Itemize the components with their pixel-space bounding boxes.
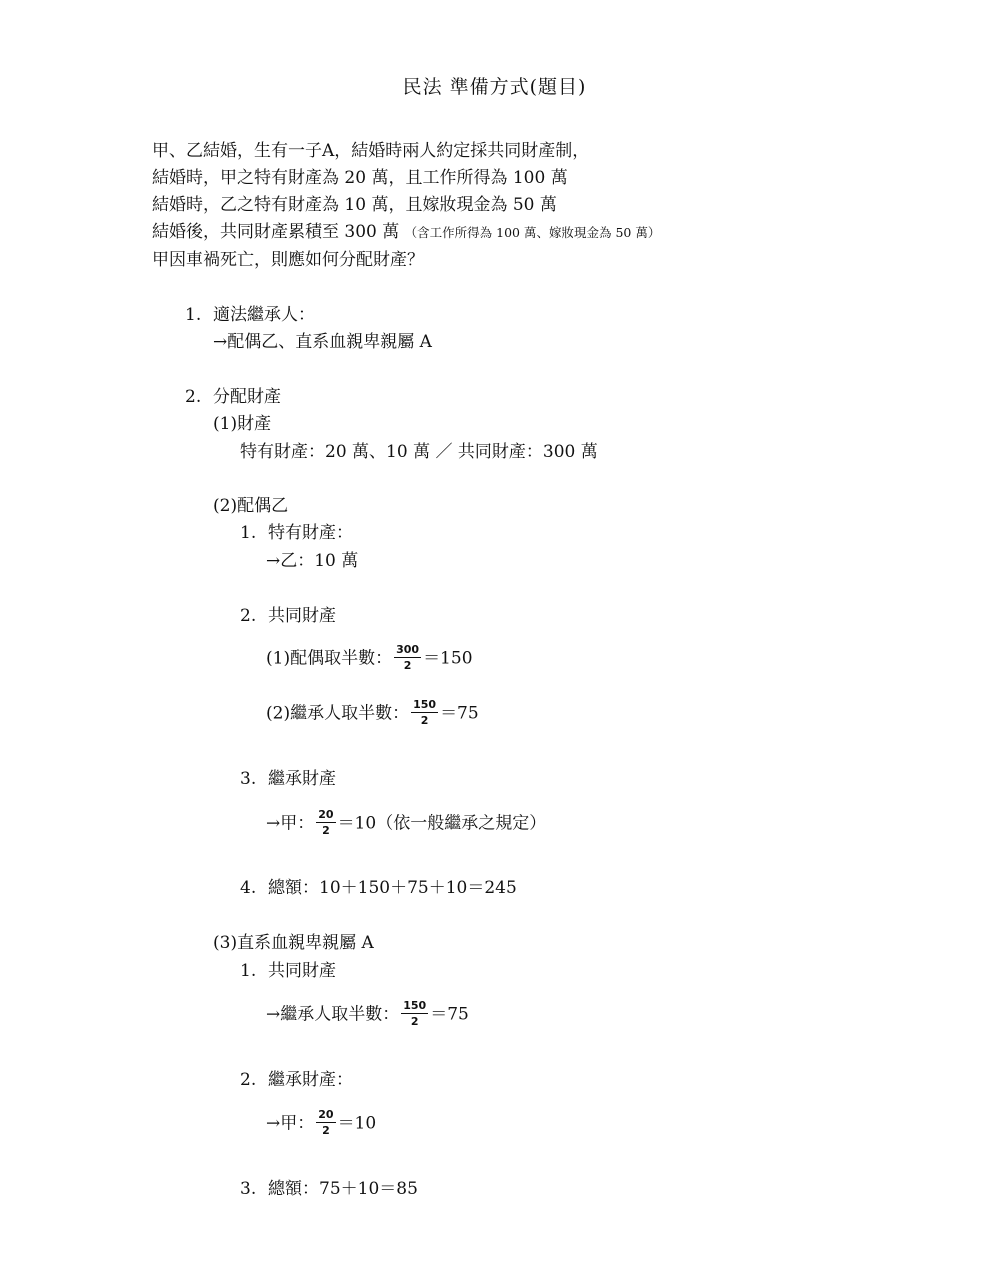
fraction-numerator: 20 xyxy=(318,808,334,821)
spouse-label: (2)配偶乙 xyxy=(213,496,289,516)
formula-result: ＝75 xyxy=(440,703,479,724)
question-line-4-main: 結婚後，共同財產累積至 300 萬 xyxy=(152,222,400,242)
formula-result: ＝75 xyxy=(430,1004,469,1025)
spouse-item-1-number: 1. xyxy=(240,523,257,543)
spouse-total: 總額：10＋150＋75＋10＝245 xyxy=(268,878,517,898)
section-2-heading: 分配財產 xyxy=(213,387,281,407)
fraction xyxy=(316,809,335,837)
property-label: (1)財產 xyxy=(213,414,272,434)
descendant-total: 總額：75＋10＝85 xyxy=(268,1179,418,1199)
property-line: 特有財產：20 萬、10 萬 ／ 共同財產：300 萬 xyxy=(240,442,598,462)
fraction-numerator: 300 xyxy=(396,643,420,656)
descendant-item-1-number: 1. xyxy=(240,961,257,981)
spouse-item-1-heading: 特有財產： xyxy=(268,523,353,543)
spouse-item-2-number: 2. xyxy=(240,606,257,626)
spouse-inheritance-formula xyxy=(266,810,546,838)
section-1-answer: →配偶乙、直系血親卑親屬 A xyxy=(213,332,432,352)
formula-prefix: (2)繼承人取半數： xyxy=(266,703,410,724)
fraction-denominator: 2 xyxy=(322,1124,330,1137)
fraction xyxy=(394,644,421,672)
fraction-numerator: 20 xyxy=(318,1108,334,1121)
page-title: 民法 準備方式(題目) xyxy=(402,76,587,98)
fraction xyxy=(401,1000,428,1028)
descendant-item-1-heading: 共同財產 xyxy=(268,961,336,981)
formula-result: ＝10（依一般繼承之規定） xyxy=(337,813,547,834)
spouse-item-3-heading: 繼承財產 xyxy=(268,769,336,789)
spouse-item-4-number: 4. xyxy=(240,878,257,898)
question-line-5: 甲因車禍死亡，則應如何分配財產？ xyxy=(152,250,424,270)
fraction xyxy=(316,1109,335,1137)
heir-half-formula xyxy=(266,700,479,728)
question-line-1: 甲、乙結婚，生有一子A，結婚時兩人約定採共同財產制， xyxy=(152,141,590,161)
question-line-3: 結婚時，乙之特有財產為 10 萬，且嫁妝現金為 50 萬 xyxy=(152,195,557,215)
fraction-numerator: 150 xyxy=(403,999,427,1012)
formula-prefix: →甲： xyxy=(266,1113,315,1134)
fraction xyxy=(411,699,438,727)
spouse-item-1-answer: →乙：10 萬 xyxy=(266,551,359,571)
formula-prefix: →繼承人取半數： xyxy=(266,1004,400,1025)
question-line-4 xyxy=(152,221,660,244)
section-2-number: 2. xyxy=(185,387,202,407)
formula-result: ＝10 xyxy=(337,1113,377,1134)
formula-prefix: (1)配偶取半數： xyxy=(266,648,393,669)
section-1-heading: 適法繼承人： xyxy=(213,305,315,325)
fraction-denominator: 2 xyxy=(420,714,429,727)
section-1-number: 1. xyxy=(185,305,202,325)
spouse-item-3-number: 3. xyxy=(240,769,257,789)
descendant-item-2-number: 2. xyxy=(240,1070,257,1090)
fraction-denominator: 2 xyxy=(403,659,412,672)
descendant-inheritance-formula xyxy=(266,1110,376,1138)
descendant-item-3-number: 3. xyxy=(240,1179,257,1199)
question-line-4-note: （含工作所得為 100 萬、嫁妝現金為 50 萬） xyxy=(404,225,661,240)
question-line-2: 結婚時，甲之特有財產為 20 萬，且工作所得為 100 萬 xyxy=(152,168,568,188)
spouse-half-formula xyxy=(266,645,473,673)
fraction-denominator: 2 xyxy=(322,824,330,837)
descendant-label: (3)直系血親卑親屬 A xyxy=(213,933,374,953)
formula-prefix: →甲： xyxy=(266,813,315,834)
descendant-half-formula xyxy=(266,1001,469,1029)
fraction-numerator: 150 xyxy=(413,698,437,711)
spouse-item-2-heading: 共同財產 xyxy=(268,606,336,626)
formula-result: ＝150 xyxy=(423,648,473,669)
fraction-denominator: 2 xyxy=(410,1015,419,1028)
descendant-item-2-heading: 繼承財產： xyxy=(268,1070,353,1090)
